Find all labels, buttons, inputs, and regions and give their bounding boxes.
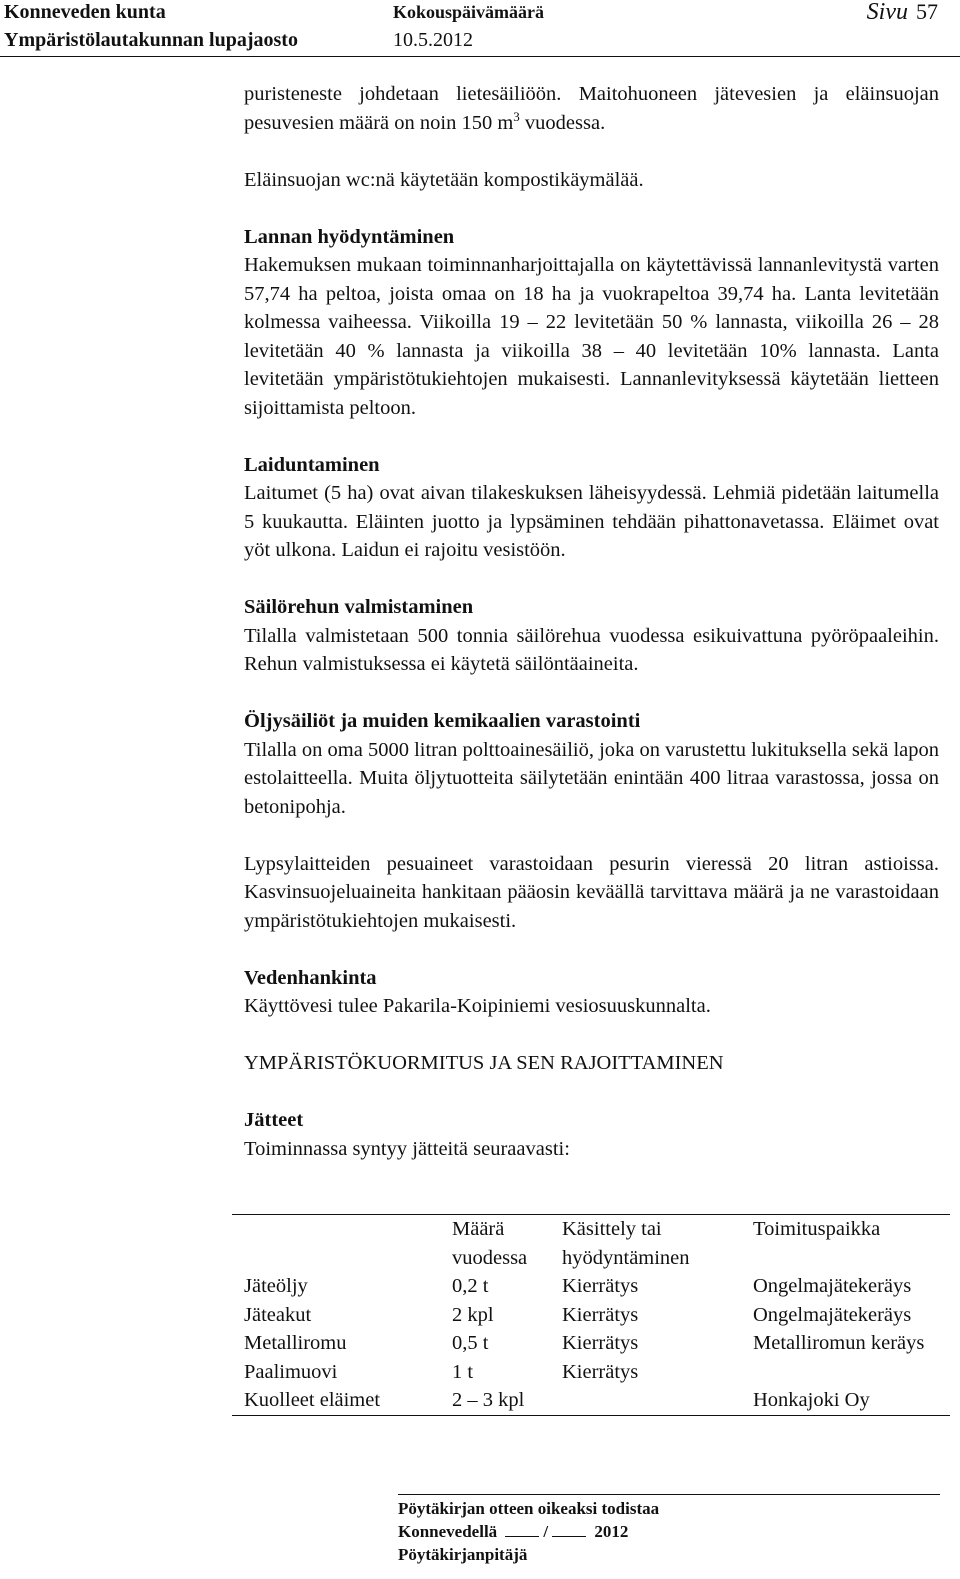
table-cell: Ongelmajätekeräys [753, 1275, 912, 1297]
table-cell [550, 1386, 741, 1415]
table-cell: 0,5 t [452, 1332, 489, 1354]
header-divider [0, 56, 960, 57]
footer-divider [398, 1494, 940, 1495]
table-cell: Honkajoki Oy [753, 1389, 870, 1411]
table-cell: Metalliromu [244, 1332, 347, 1354]
water-heading: Vedenhankinta [244, 966, 377, 989]
meeting-date-label: Kokouspäivämäärä [393, 2, 545, 22]
certification-line: Pöytäkirjan otteen oikeaksi todistaa [398, 1499, 660, 1518]
table-row [232, 1358, 950, 1387]
oil-heading: Öljysäiliöt ja muiden kemikaalien varastointi [244, 710, 641, 732]
grazing-heading: Laiduntaminen [244, 453, 380, 476]
header-cell: Käsittely tai hyödyntäminen [562, 1218, 690, 1269]
table-cell: 2 – 3 kpl [452, 1389, 525, 1411]
month-blank [552, 1522, 586, 1537]
page-header [0, 0, 960, 56]
waste-table [232, 1214, 950, 1416]
board-name: Ympäristölautakunnan lupajaosto [4, 29, 298, 51]
table-cell [741, 1358, 950, 1387]
date-separator: / [543, 1522, 549, 1541]
table-row [232, 1329, 950, 1358]
emissions-heading: YMPÄRISTÖKUORMITUS JA SEN RAJOITTAMINEN [244, 1052, 724, 1074]
organization-name: Konneveden kunta [4, 1, 166, 23]
intro-text-end: vuodessa. [519, 111, 606, 134]
water-paragraph: Käyttövesi tulee Pakarila-Koipiniemi vesiosuuskunnalta. [244, 995, 711, 1017]
table-cell: 2 kpl [452, 1303, 494, 1326]
table-row [232, 1386, 950, 1415]
secretary-label: Pöytäkirjanpitäjä [398, 1545, 528, 1564]
silage-paragraph: Tilalla valmistetaan 500 tonnia säilörehua vuodessa esikuivattuna pyöröpaaleihin. Rehun valmistuksessa ei käytetä säilöntäaineita. [244, 624, 939, 675]
table-cell: Kierrätys [562, 1360, 639, 1383]
manure-paragraph: Hakemuksen mukaan toiminnanharjoittajalla on käytettävissä lannanlevitystä varten 57,74 ha peltoa, joista omaa on 18 ha ja vuokrapeltoa 39,74 ha. Lanta levitetään kolmessa vaiheessa. Viikoilla 19 – 22 levitetään 50 % lannasta, viikoilla 26 – 28 levitetään 40 % lannasta ja viikoilla 38 – 40 levitetään 10% lannasta. Lanta levitetään ympäristötukiehtojen mukaisesti. Lannanlevityksessä käytetään lietteen sijoittamista peltoon. [244, 254, 939, 419]
year: 2012 [594, 1522, 629, 1541]
intro-paragraph [244, 80, 939, 137]
silage-heading: Säilörehun valmistaminen [244, 596, 474, 618]
header-cell [232, 1215, 440, 1273]
signature-place-date [398, 1520, 659, 1543]
table-cell: 1 t [452, 1360, 474, 1383]
table-cell: Kierrätys [562, 1303, 639, 1326]
page-indicator [867, 0, 938, 24]
meeting-date: 10.5.2012 [393, 29, 473, 51]
intro-text: puristeneste johdetaan lietesäiliöön. Maitohuoneen jätevesien ja eläinsuojan pesuvesien määrä on noin 150 m [244, 83, 939, 134]
header-cell: Toimituspaikka [753, 1218, 881, 1240]
page-number: 57 [916, 0, 938, 24]
page-label: Sivu [866, 0, 908, 25]
waste-intro: Toiminnassa syntyy jätteitä seuraavasti: [244, 1137, 570, 1160]
table-cell: Kuolleet eläimet [244, 1389, 381, 1411]
table-cell: Metalliromun keräys [753, 1332, 925, 1354]
table-cell: Paalimuovi [244, 1360, 338, 1383]
table-row [232, 1301, 950, 1330]
manure-heading: Lannan hyödyntäminen [244, 225, 455, 248]
table-cell: Jäteakut [244, 1303, 312, 1326]
table-row [232, 1272, 950, 1301]
chemicals-paragraph: Lypsylaitteiden pesuaineet varastoidaan pesurin vieressä 20 litran astioissa. Kasvinsuojeluaineita hankitaan pääosin keväällä tarvittava määrä ja ne varastoidaan ympäristötukiehtojen mukaisesti. [244, 852, 939, 932]
table-cell: 0,2 t [452, 1275, 489, 1297]
page-footer [398, 1497, 659, 1566]
table-cell: Jäteöljy [244, 1275, 308, 1297]
superscript-3: 3 [513, 108, 520, 124]
place-name: Konnevedellä [398, 1522, 498, 1541]
oil-paragraph: Tilalla on oma 5000 litran polttoainesäiliö, joka on varustettu lukituksella sekä lapon estolaitteella. Muita öljytuotteita säilytetään enintään 400 litraa varastossa, jossa on betonipohja. [244, 738, 939, 818]
document-body [244, 80, 939, 1163]
table-cell: Kierrätys [562, 1332, 639, 1354]
header-cell: Määrä vuodessa [452, 1218, 528, 1269]
waste-heading: Jätteet [244, 1109, 304, 1131]
wc-paragraph: Eläinsuojan wc:nä käytetään kompostikäymälää. [244, 168, 644, 191]
table-header-row [232, 1215, 950, 1273]
table-cell: Kierrätys [562, 1275, 639, 1297]
grazing-paragraph: Laitumet (5 ha) ovat aivan tilakeskuksen läheisyydessä. Lehmiä pidetään laitumella 5 kuukautta. Eläinten juotto ja lypsäminen tehdään pihattonavetassa. Eläimet ovat yöt ulkona. Laidun ei rajoitu vesistöön. [244, 482, 939, 561]
table-cell: Ongelmajätekeräys [753, 1303, 912, 1326]
day-blank [505, 1522, 539, 1537]
